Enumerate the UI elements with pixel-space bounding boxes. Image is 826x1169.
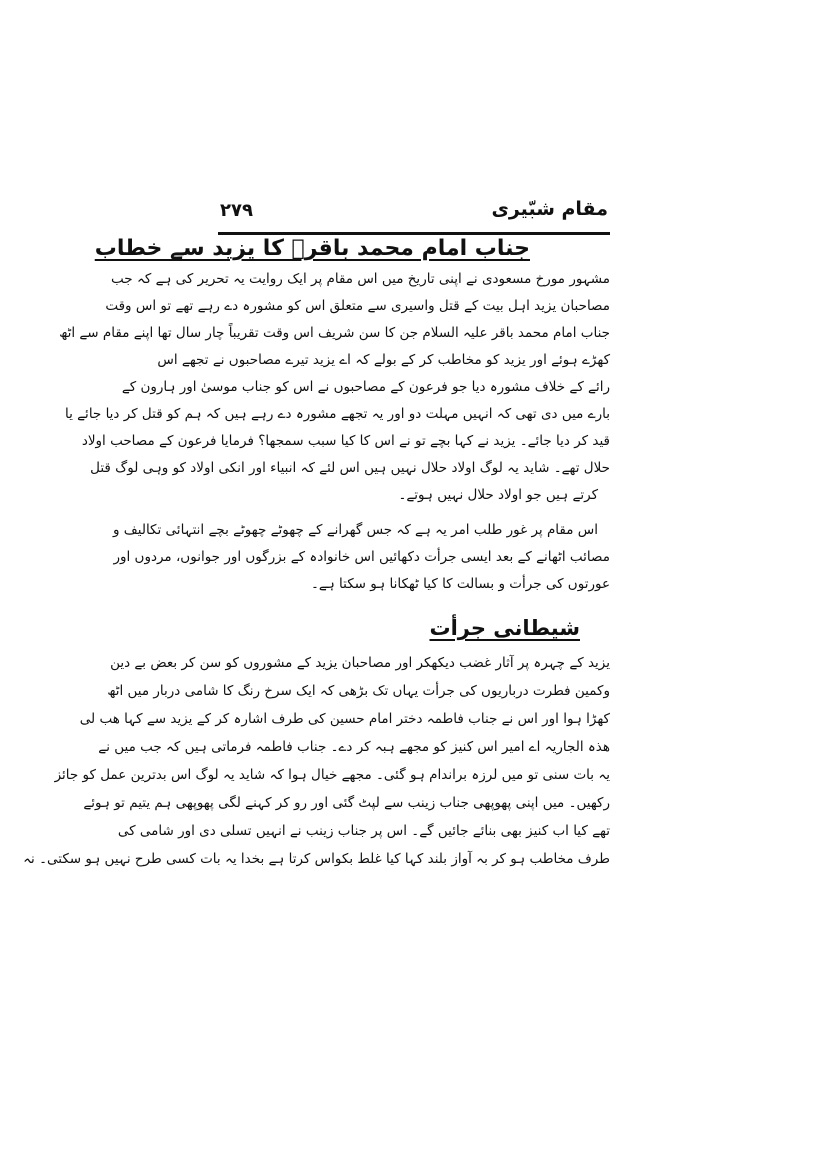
running-head [220,198,608,226]
text-line: یہ بات سنی تو میں لرزہ براندام ہو گئی۔ مجھے خیال ہوا کہ شاید یہ لوگ اس بدترین عمل کو جائز [54,767,610,783]
book-title: مقام شبّیری [491,198,608,220]
text-line: جناب امام محمد باقر علیہ السلام جن کا سن شریف اس وقت تقریباً چار سال تھا اپنے مقام سے اٹھ [59,325,610,341]
text-line: رکھیں۔ میں اپنی پھوپھی جناب زینب سے لپٹ گئی اور رو کر کہنے لگی پھوپھی ہم یتیم تو ہوئے [83,795,610,811]
text-line: طرف مخاطب ہو کر بہ آواز بلند کہا کیا غلط بکواس کرتا ہے بخدا یہ بات کسی طرح نہیں ہو سکتی۔ نہ [23,851,610,867]
text-line: کھڑے ہوئے اور یزید کو مخاطب کر کے بولے کہ اے یزید تیرے مصاحبوں نے تجھے اس [157,352,610,368]
section-heading-imam-baqir: جناب امام محمد باقرؑ کا یزید سے خطاب [94,236,530,261]
text-line: بارے میں دی تھی کہ انہیں مہلت دو اور یہ تجھے مشورہ دے رہے ہیں کہ ہم کو قتل کر دیا جائے یا [64,406,610,422]
text-line: وکمین فطرت درباریوں کی جرأت یہاں تک بڑھی کہ ایک سرخ رنگ کا شامی دربار میں اٹھ [107,683,610,699]
text-line: اس مقام پر غور طلب امر یہ ہے کہ جس گھرانے کے چھوٹے چھوٹے بچے انتہائی تکالیف و [112,522,598,538]
header-rule [218,232,610,235]
section-heading-shaitani-jurat: شیطانی جرأت [429,616,580,640]
text-line: قید کر دیا جائے۔ یزید نے کہا بچے تو نے اس کا کیا سبب سمجھا؟ فرمایا فرعون کے مصاحب اولاد [81,433,610,449]
text-line: کرتے ہیں جو اولاد حلال نہیں ہوتے۔ [398,487,598,503]
text-line: عورتوں کی جرأت و بسالت کا کیا ٹھکانا ہو سکتا ہے۔ [311,576,610,592]
text-line: تھے کیا اب کنیز بھی بنائے جائیں گے۔ اس پر جناب زینب نے انہیں تسلی دی اور شامی کی [117,823,610,839]
text-line: کھڑا ہوا اور اس نے جناب فاطمہ دختر امام حسین کی طرف اشارہ کر کے یزید سے کہا ھب لی [79,711,610,727]
text-line: رائے کے خلاف مشورہ دیا جو فرعون کے مصاحبوں نے اس کو جناب موسیٰ اور ہارون کے [121,379,610,395]
text-line: حلال تھے۔ شاید یہ لوگ اولاد حلال نہیں ہیں اس لئے کہ انبیاء اور انکی اولاد کو وہی لوگ قتل [90,460,610,476]
text-line: مصاحبان یزید اہل بیت کے قتل واسیری سے متعلق اس کو مشورہ دے رہے تھے تو اس وقت [105,298,610,314]
text-line: یزید کے چہرہ پر آثار غضب دیکھکر اور مصاحبان یزید کے مشوروں کو سن کر بعض بے دین [110,655,610,671]
page-number: ۲۷۹ [220,200,253,221]
text-line: مشہور مورخ مسعودی نے اپنی تاریخ میں اس مقام پر ایک روایت یہ تحریر کی ہے کہ جب [111,271,610,287]
text-line: ھذہ الجاریہ اے امیر اس کنیز کو مجھے ہبہ کر دے۔ جناب فاطمہ فرماتی ہیں کہ جب میں نے [98,739,610,755]
text-line: مصائب اٹھانے کے بعد ایسی جرأت دکھائیں اس خانوادہ کے بزرگوں اور جوانوں، مردوں اور [113,549,610,565]
